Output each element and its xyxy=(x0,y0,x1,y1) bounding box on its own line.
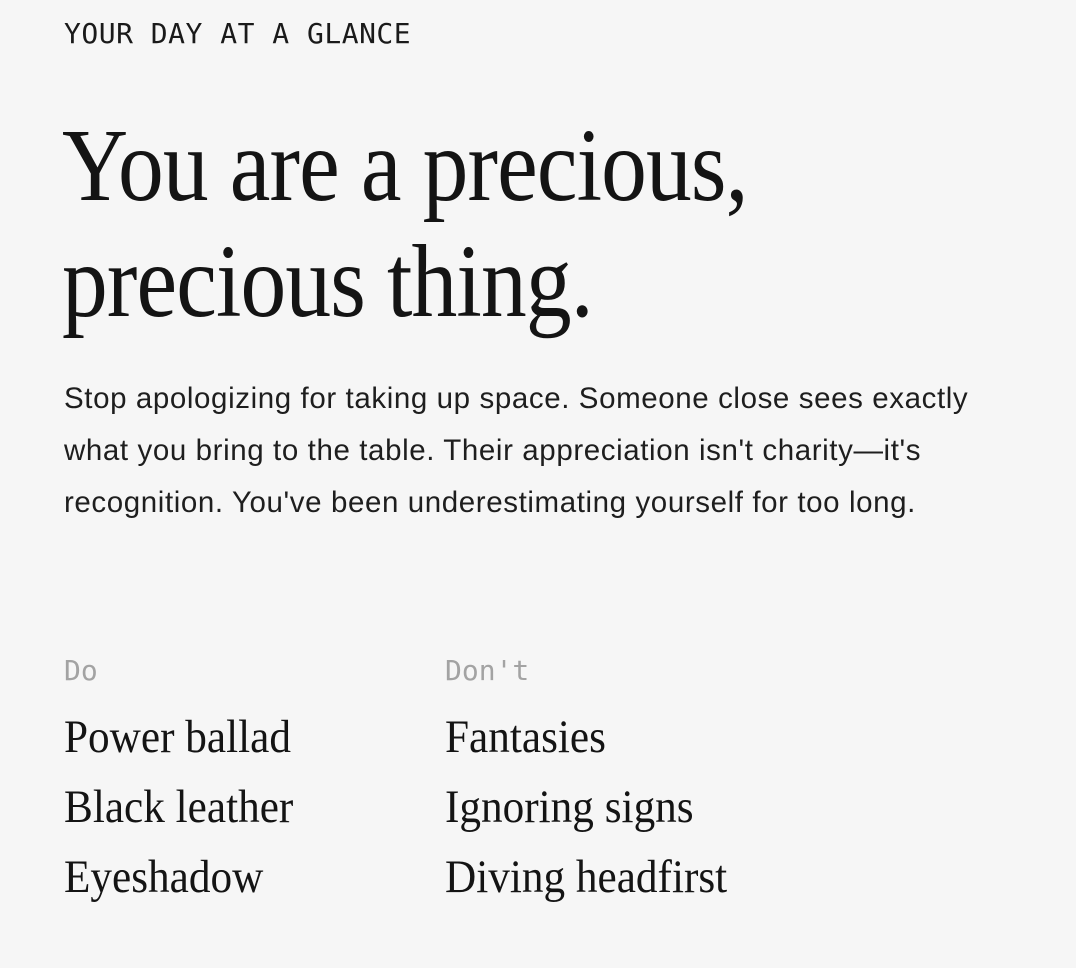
headline-line-1: You are a precious, xyxy=(62,108,748,223)
headline xyxy=(62,108,907,340)
do-item: Black leather xyxy=(64,781,294,833)
section-eyebrow: YOUR DAY AT A GLANCE xyxy=(64,17,412,50)
dont-item: Diving headfirst xyxy=(445,851,728,903)
do-list xyxy=(64,702,313,912)
horoscope-body: Stop apologizing for taking up space. Someone close sees exactly what you bring to the table. Their appreciation isn't charity—it's recognition. You've been underestimating yourself for too long. xyxy=(64,382,969,519)
do-heading: Do xyxy=(64,654,98,687)
dont-heading: Don't xyxy=(445,654,530,687)
headline-line-2: precious thing. xyxy=(62,224,593,339)
do-column xyxy=(64,652,313,912)
do-item: Eyeshadow xyxy=(64,851,264,903)
do-item: Power ballad xyxy=(64,711,291,763)
dont-list xyxy=(445,702,752,912)
dont-item: Ignoring signs xyxy=(445,781,694,833)
dont-column xyxy=(445,652,752,912)
dont-item: Fantasies xyxy=(445,711,606,763)
